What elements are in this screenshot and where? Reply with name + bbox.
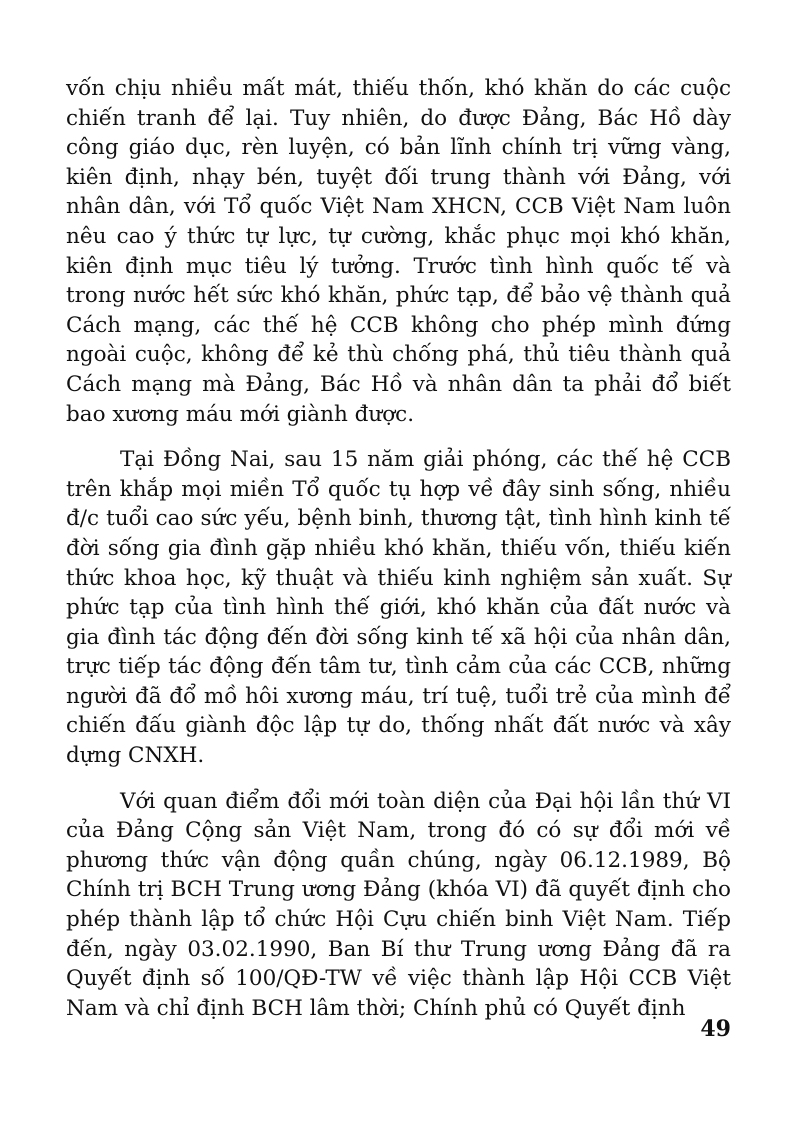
page-body — [66, 74, 731, 1039]
paragraph-continuation: vốn chịu nhiều mất mát, thiếu thốn, khó khăn do các cuộc chiến tranh để lại. Tuy nhiên, do được Đảng, Bác Hồ dày công giáo dục, rèn luyện, có bản lĩnh chính trị vững vàng, kiên định, nhạy bén, tuyệt đối trung thành với Đảng, với nhân dân, với Tổ quốc Việt Nam XHCN, CCB Việt Nam luôn nêu cao ý thức tự lực, tự cường, khắc phục mọi khó khăn, kiên định mục tiêu lý tưởng. Trước tình hình quốc tế và trong nước hết sức khó khăn, phức tạp, để bảo vệ thành quả Cách mạng, các thế hệ CCB không cho phép mình đứng ngoài cuộc, không để kẻ thù chống phá, thủ tiêu thành quả Cách mạng mà Đảng, Bác Hồ và nhân dân ta phải đổ biết bao xương máu mới giành được. — [66, 76, 731, 427]
paragraph-dong-nai: Tại Đồng Nai, sau 15 năm giải phóng, các thế hệ CCB trên khắp mọi miền Tổ quốc tụ hợp về đây sinh sống, nhiều đ/c tuổi cao sức yếu, bệnh binh, thương tật, tình hình kinh tế đời sống gia đình gặp nhiều khó khăn, thiếu vốn, thiếu kiến thức khoa học, kỹ thuật và thiếu kinh nghiệm sản xuất. Sự phức tạp của tình hình thế giới, khó khăn của đất nước và gia đình tác động đến đời sống kinh tế xã hội của nhân dân, trực tiếp tác động đến tâm tư, tình cảm của các CCB, những người đã đổ mồ hôi xương máu, trí tuệ, tuổi trẻ của mình để chiến đấu giành độc lập tự do, thống nhất đất nước và xây dựng CNXH. — [66, 447, 731, 769]
page-number: 49 — [700, 1016, 731, 1042]
paragraph-doi-moi: Với quan điểm đổi mới toàn diện của Đại hội lần thứ VI của Đảng Cộng sản Việt Nam, trong đó có sự đổi mới về phương thức vận động quần chúng, ngày 06.12.1989, Bộ Chính trị BCH Trung ương Đảng (khóa VI) đã quyết định cho phép thành lập tổ chức Hội Cựu chiến binh Việt Nam. Tiếp đến, ngày 03.02.1990, Ban Bí thư Trung ương Đảng đã ra Quyết định số 100/QĐ-TW về việc thành lập Hội CCB Việt Nam và chỉ định BCH lâm thời; Chính phủ có Quyết định — [66, 788, 731, 1021]
